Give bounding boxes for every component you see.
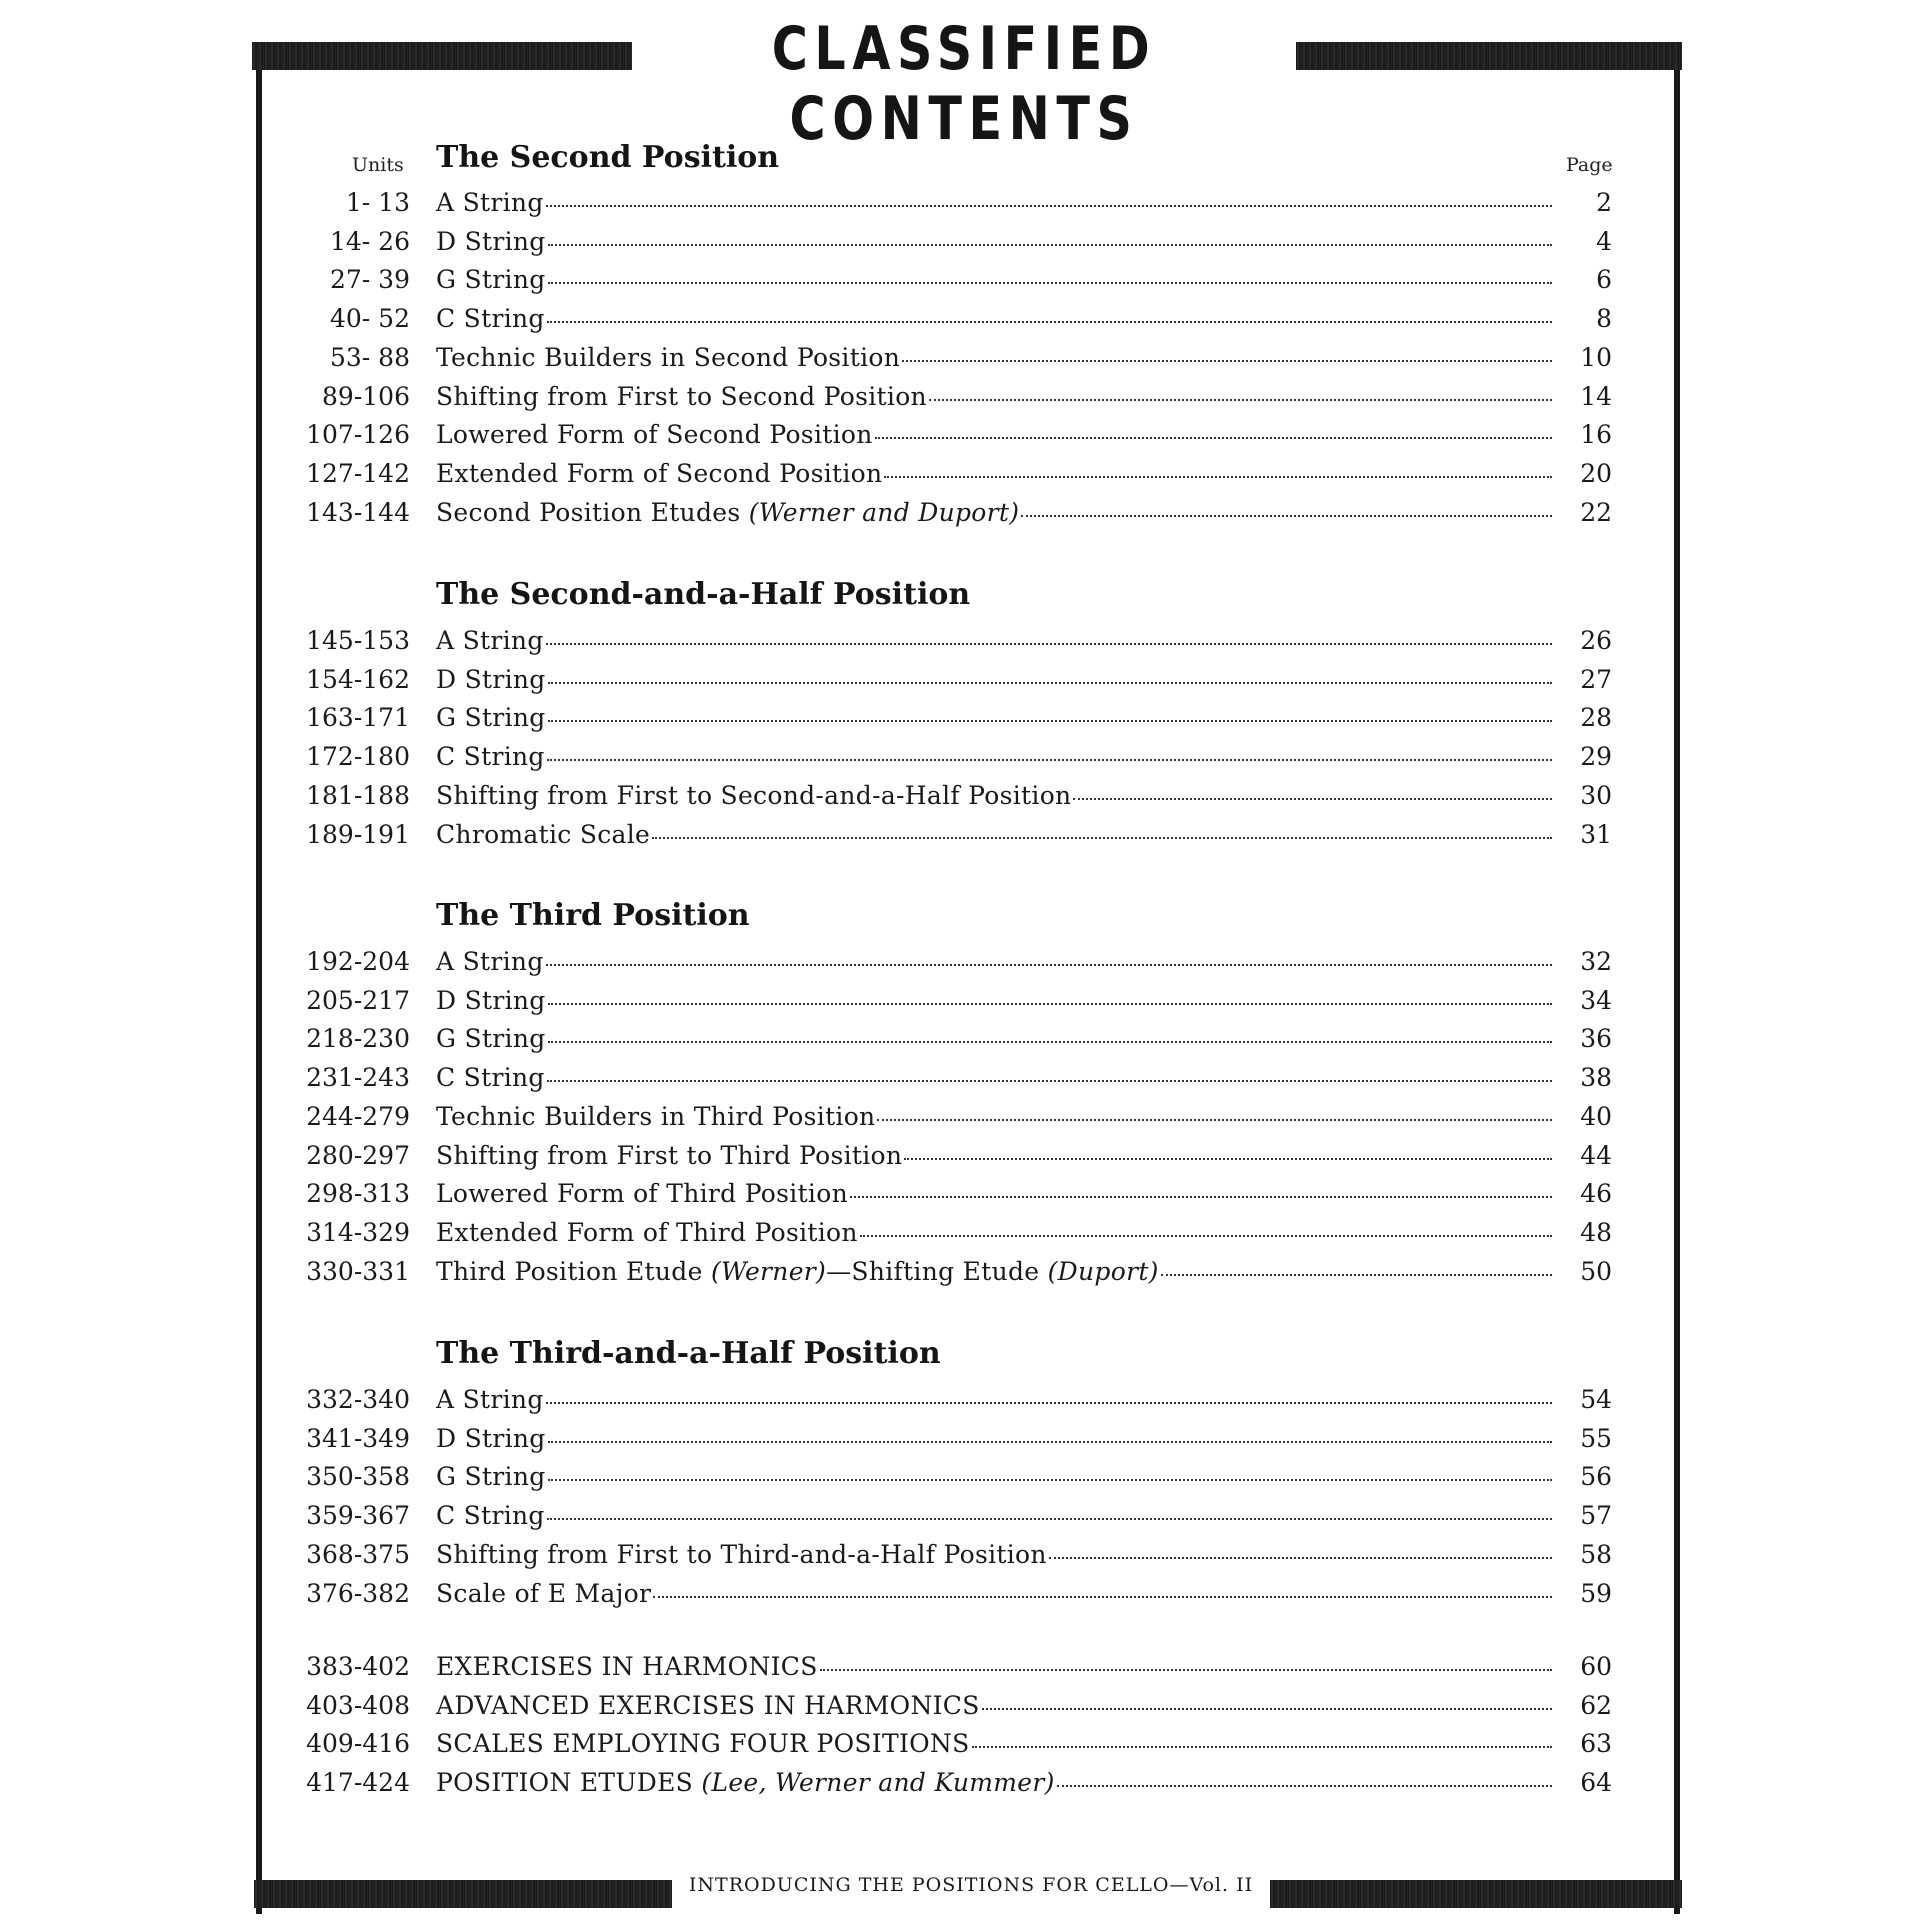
dot-leader xyxy=(1073,797,1552,800)
unit-range: 359-367 xyxy=(306,1501,410,1531)
dot-leader xyxy=(546,642,1552,645)
dot-leader xyxy=(546,204,1552,207)
page-number: 38 xyxy=(1580,1063,1612,1093)
dot-leader xyxy=(653,1595,1552,1598)
entry-title-text: G String xyxy=(436,1024,546,1054)
toc-entry xyxy=(300,498,1612,536)
page-number: 48 xyxy=(1580,1217,1612,1247)
page-number: 44 xyxy=(1580,1140,1612,1170)
entry-title xyxy=(436,1652,818,1681)
toc-entry xyxy=(300,188,1612,226)
unit-range: 181-188 xyxy=(306,780,410,810)
entry-title xyxy=(436,1024,546,1053)
footer-rule-left xyxy=(254,1880,672,1908)
entry-title xyxy=(436,1540,1047,1569)
entry-title xyxy=(436,1063,545,1092)
dot-leader xyxy=(548,1478,1552,1481)
entry-title-text: Technic Builders in Third Position xyxy=(436,1101,876,1131)
toc-entry xyxy=(300,1141,1612,1179)
dot-leader xyxy=(548,1040,1552,1043)
dot-leader xyxy=(982,1707,1552,1710)
entry-title-text: C String xyxy=(436,1063,545,1093)
toc-entry xyxy=(300,304,1612,342)
unit-range: 205-217 xyxy=(306,985,410,1015)
unit-range: 189-191 xyxy=(306,819,410,849)
toc-entry xyxy=(300,1729,1612,1767)
entry-title-text: A String xyxy=(436,1385,544,1414)
dot-leader xyxy=(546,963,1552,966)
toc-entry xyxy=(300,703,1612,741)
unit-range: 40- 52 xyxy=(329,304,410,334)
page-number: 40 xyxy=(1580,1101,1612,1131)
units-column-header: Units xyxy=(352,154,404,176)
toc-entry xyxy=(300,459,1612,497)
entry-title xyxy=(436,1385,544,1414)
unit-range: 192-204 xyxy=(306,947,410,976)
dot-leader xyxy=(547,758,1552,761)
toc-entry xyxy=(300,1385,1612,1423)
entry-title-text: Scale of E Major xyxy=(436,1578,652,1608)
unit-range: 172-180 xyxy=(306,742,410,772)
toc-entry xyxy=(300,1652,1612,1690)
dot-leader xyxy=(1161,1273,1552,1276)
unit-range: 280-297 xyxy=(306,1140,410,1170)
toc-entry xyxy=(300,1102,1612,1140)
dot-leader xyxy=(548,281,1552,284)
toc-entry xyxy=(300,1691,1612,1729)
unit-range: 330-331 xyxy=(306,1256,410,1286)
entry-title-text: A String xyxy=(436,947,544,976)
unit-range: 1- 13 xyxy=(345,188,410,217)
dot-leader xyxy=(972,1745,1552,1748)
entry-title-text: D String xyxy=(436,664,546,694)
dot-leader xyxy=(1057,1784,1552,1787)
toc-entry xyxy=(300,1179,1612,1217)
page-number: 56 xyxy=(1580,1462,1612,1492)
toc-entry xyxy=(300,343,1612,381)
page-number: 30 xyxy=(1580,780,1612,810)
page-number: 2 xyxy=(1596,188,1612,217)
entry-title xyxy=(436,304,545,333)
section-heading: The Third Position xyxy=(436,898,750,933)
entry-title-text: Shifting from First to Second-and-a-Half Position xyxy=(436,780,1072,810)
page-number: 29 xyxy=(1580,742,1612,772)
page-number: 10 xyxy=(1580,342,1612,372)
page-number: 63 xyxy=(1580,1729,1612,1759)
dot-leader xyxy=(548,1440,1552,1443)
entry-title xyxy=(436,459,882,488)
page-number: 59 xyxy=(1580,1578,1612,1608)
entry-title xyxy=(436,1424,546,1453)
entry-title xyxy=(436,1501,545,1530)
toc-entry xyxy=(300,1462,1612,1500)
entry-title-text: Shifting from First to Second Position xyxy=(436,381,927,411)
page-number: 26 xyxy=(1580,626,1612,655)
unit-range: 154-162 xyxy=(306,664,410,694)
entry-title xyxy=(436,343,900,372)
entry-title-text: Extended Form of Third Position xyxy=(436,1217,858,1247)
entry-title-text: EXERCISES IN HARMONICS xyxy=(436,1652,818,1681)
dot-leader xyxy=(548,243,1552,246)
entry-title-text: G String xyxy=(436,1462,546,1492)
entry-title xyxy=(436,227,546,256)
page-number: 28 xyxy=(1580,703,1612,733)
entry-title xyxy=(436,1691,980,1720)
page-number: 62 xyxy=(1580,1690,1612,1720)
toc-entry xyxy=(300,1501,1612,1539)
entry-title-text: POSITION ETUDES xyxy=(436,1768,702,1798)
unit-range: 383-402 xyxy=(306,1652,410,1681)
unit-range: 53- 88 xyxy=(329,342,410,372)
dot-leader xyxy=(547,320,1552,323)
toc-entry xyxy=(300,265,1612,303)
page-number: 27 xyxy=(1580,664,1612,694)
entry-title xyxy=(436,626,544,655)
toc-entry xyxy=(300,626,1612,664)
unit-range: 417-424 xyxy=(306,1768,410,1798)
dot-leader xyxy=(547,1079,1552,1082)
entry-title xyxy=(436,382,927,411)
unit-range: 314-329 xyxy=(306,1217,410,1247)
toc-entry xyxy=(300,1424,1612,1462)
entry-title xyxy=(436,1218,858,1247)
entry-title xyxy=(436,703,546,732)
page-number: 32 xyxy=(1580,947,1612,976)
toc-entry xyxy=(300,781,1612,819)
page-number: 57 xyxy=(1580,1501,1612,1531)
header-rule-left xyxy=(252,42,632,70)
unit-range: 27- 39 xyxy=(329,265,410,295)
page-number: 4 xyxy=(1596,226,1612,256)
unit-range: 107-126 xyxy=(306,420,410,450)
dot-leader xyxy=(652,836,1552,839)
entry-title-text: Extended Form of Second Position xyxy=(436,458,883,488)
entry-title xyxy=(436,820,650,849)
page-number: 6 xyxy=(1596,265,1612,295)
dot-leader xyxy=(884,475,1552,478)
unit-range: 332-340 xyxy=(306,1385,410,1414)
entry-title-text: —Shifting Etude xyxy=(826,1256,1048,1286)
unit-range: 350-358 xyxy=(306,1462,410,1492)
page-number: 58 xyxy=(1580,1539,1612,1569)
section-heading: The Third-and-a-Half Position xyxy=(436,1336,941,1371)
entry-title-text: Lowered Form of Second Position xyxy=(436,420,873,450)
toc-entry xyxy=(300,820,1612,858)
entry-title-text: A String xyxy=(436,626,544,655)
entry-title xyxy=(436,1768,1055,1797)
page-number: 55 xyxy=(1580,1423,1612,1453)
dot-leader xyxy=(548,1002,1552,1005)
entry-title xyxy=(436,498,1019,527)
toc-entry xyxy=(300,1540,1612,1578)
page-number: 20 xyxy=(1580,458,1612,488)
page-column-header: Page xyxy=(1566,154,1613,176)
entry-title-text: C String xyxy=(436,304,545,334)
toc-entry xyxy=(300,1257,1612,1295)
entry-title-italic: (Duport) xyxy=(1047,1256,1159,1286)
unit-range: 127-142 xyxy=(306,458,410,488)
dot-leader xyxy=(904,1157,1552,1160)
dot-leader xyxy=(877,1118,1552,1121)
entry-title-italic: (Werner) xyxy=(710,1256,827,1286)
unit-range: 368-375 xyxy=(306,1539,410,1569)
unit-range: 143-144 xyxy=(306,497,410,527)
section-heading: The Second-and-a-Half Position xyxy=(436,577,971,612)
dot-leader xyxy=(820,1668,1552,1671)
dot-leader xyxy=(850,1195,1552,1198)
unit-range: 14- 26 xyxy=(329,226,410,256)
entry-title-text: SCALES EMPLOYING FOUR POSITIONS xyxy=(436,1729,970,1759)
dot-leader xyxy=(546,1401,1552,1404)
entry-title xyxy=(436,265,546,294)
page-number: 54 xyxy=(1580,1385,1612,1414)
unit-range: 376-382 xyxy=(306,1578,410,1608)
footer-rule-right xyxy=(1270,1880,1682,1908)
unit-range: 409-416 xyxy=(306,1729,410,1759)
entry-title xyxy=(436,665,546,694)
entry-title xyxy=(436,1102,875,1131)
entry-title xyxy=(436,1141,902,1170)
toc-entry xyxy=(300,1063,1612,1101)
entry-title xyxy=(436,1257,1159,1286)
page-number: 16 xyxy=(1580,420,1612,450)
section-heading: The Second Position xyxy=(436,140,780,175)
dot-leader xyxy=(902,359,1552,362)
page-number: 36 xyxy=(1580,1024,1612,1054)
entry-title xyxy=(436,1729,970,1758)
dot-leader xyxy=(548,681,1552,684)
dot-leader xyxy=(548,719,1552,722)
dot-leader xyxy=(929,398,1552,401)
entry-title-text: C String xyxy=(436,742,545,772)
toc-entry xyxy=(300,382,1612,420)
entry-title xyxy=(436,986,546,1015)
entry-title xyxy=(436,947,544,976)
toc-entry xyxy=(300,665,1612,703)
header-rule-right xyxy=(1296,42,1682,70)
dot-leader xyxy=(1021,514,1552,517)
page-number: 34 xyxy=(1580,985,1612,1015)
unit-range: 163-171 xyxy=(306,703,410,733)
entry-title-text: D String xyxy=(436,1423,546,1453)
toc-entry xyxy=(300,227,1612,265)
entry-title xyxy=(436,1462,546,1491)
entry-title-italic: (Werner and Duport) xyxy=(748,497,1020,527)
page-number: 8 xyxy=(1596,304,1612,334)
page-title: CLASSIFIED CONTENTS xyxy=(771,14,1157,154)
unit-range: 145-153 xyxy=(306,626,410,655)
toc-entry xyxy=(300,1579,1612,1617)
footer-text: INTRODUCING THE POSITIONS FOR CELLO—Vol. II xyxy=(688,1874,1254,1896)
entry-title-text: D String xyxy=(436,226,546,256)
entry-title-text: D String xyxy=(436,985,546,1015)
entry-title-text: C String xyxy=(436,1501,545,1531)
entry-title xyxy=(436,742,545,771)
dot-leader xyxy=(547,1517,1552,1520)
toc-entry xyxy=(300,986,1612,1024)
toc-entry xyxy=(300,742,1612,780)
dot-leader xyxy=(1049,1556,1552,1559)
unit-range: 403-408 xyxy=(306,1690,410,1720)
entry-title-italic: (Lee, Werner and Kummer) xyxy=(701,1768,1055,1798)
entry-title-text: Third Position Etude xyxy=(436,1256,711,1286)
entry-title-text: Shifting from First to Third Position xyxy=(436,1140,903,1170)
entry-title-text: Chromatic Scale xyxy=(436,819,651,849)
toc-entry xyxy=(300,1024,1612,1062)
entry-title xyxy=(436,420,873,449)
toc-entry xyxy=(300,1218,1612,1256)
page-number: 60 xyxy=(1580,1652,1612,1681)
unit-range: 218-230 xyxy=(306,1024,410,1054)
entry-title-text: Second Position Etudes xyxy=(436,497,749,527)
entry-title-text: A String xyxy=(436,188,544,217)
page-number: 46 xyxy=(1580,1179,1612,1209)
unit-range: 341-349 xyxy=(306,1423,410,1453)
unit-range: 244-279 xyxy=(306,1101,410,1131)
toc-entry xyxy=(300,420,1612,458)
toc-entry xyxy=(300,1768,1612,1806)
entry-title xyxy=(436,781,1071,810)
toc-entry xyxy=(300,947,1612,985)
unit-range: 89-106 xyxy=(322,381,410,411)
page-number: 14 xyxy=(1580,381,1612,411)
entry-title-text: ADVANCED EXERCISES IN HARMONICS xyxy=(436,1690,980,1720)
entry-title xyxy=(436,1579,651,1608)
unit-range: 298-313 xyxy=(306,1179,410,1209)
unit-range: 231-243 xyxy=(306,1063,410,1093)
entry-title-text: G String xyxy=(436,265,546,295)
page-number: 64 xyxy=(1580,1768,1612,1798)
entry-title xyxy=(436,188,544,217)
entry-title-text: Shifting from First to Third-and-a-Half Position xyxy=(436,1539,1047,1569)
entry-title-text: G String xyxy=(436,703,546,733)
entry-title xyxy=(436,1179,848,1208)
entry-title-text: Technic Builders in Second Position xyxy=(436,342,901,372)
dot-leader xyxy=(860,1234,1552,1237)
page-number: 31 xyxy=(1580,819,1612,849)
dot-leader xyxy=(875,436,1552,439)
page-number: 50 xyxy=(1580,1256,1612,1286)
entry-title-text: Lowered Form of Third Position xyxy=(436,1179,848,1209)
page-number: 22 xyxy=(1580,497,1612,527)
